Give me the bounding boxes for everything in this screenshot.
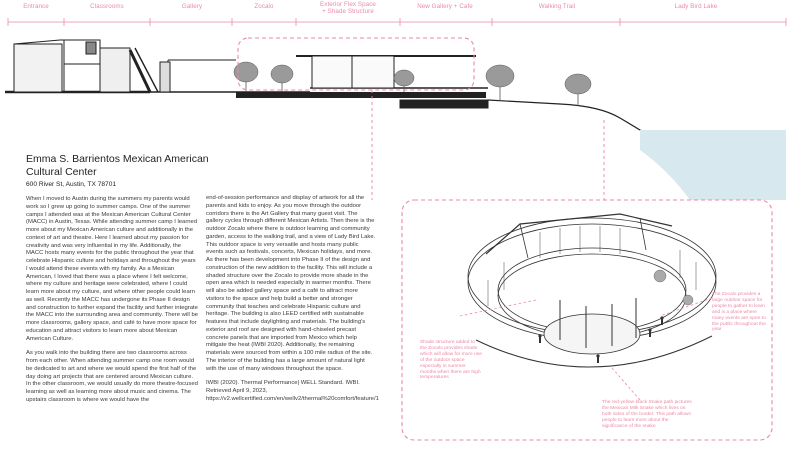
ring-ribs	[488, 226, 696, 306]
zone-label-new-gallery: New Gallery + Cafe	[417, 3, 473, 10]
callout-shade-structure: Shade structure added to the Zocalo provides shade which will allow for more use of the outdoor space especially in summer months when there are high temperatures	[420, 340, 482, 381]
essay-paragraph: As you walk into the building there are two classrooms across from each other. When attending summer camp one room would be dedicated to art and where we would spend the first half of the day doing art projects that are centered around Mexican culture. In the other classroom, we would usually do more theatre-focused learning as well as learning more about music and cinema. The upstairs classroom is where we would have the	[26, 350, 198, 403]
zone-label-classrooms: Classrooms	[90, 3, 124, 10]
address: 600 River St, Austin, TX 78701	[26, 181, 117, 188]
zone-label-entrance: Entrance	[23, 3, 49, 10]
zone-label-zocalo: Zocalo	[254, 3, 274, 10]
citation: IWBI (2020). Thermal Performance| WELL Standard. IWBI. Retrieved April 9, 2023, https://v2.wellcertified.com/en/wellv2/thermal%20comfort/feature/1	[206, 380, 379, 402]
essay-paragraph: end-of-session performance and display of artwork for all the parents and kids to enjoy. As you move through the outdoor corridors there is the Art Gallery that many guest visit. The gallery cycles through different Mexican Artists. Then there is the outdoor Zocalo where there is outdoor learning and community garden, access to the walking trail, and a view of Lady Bird Lake. This outdoor space is very versatile and hosts many public events such as festivals, concerts, Mexican holidays, and more. As there has been development into Phase II of the design and construction of the new addition to the facility. This will include a shaded structure over the Zocalo to provide more shade in the open area which is needed especially in warmer months. There will also be added gallery space and a café to attract more visitors to the space and help build a better and stronger community that teaches and celebrate Hispanic culture and heritage. The building is also LEED certified with sustainable features that include daylighting and materials. The building's exterior and roof are designed with hand-chiseled precast concrete panels that are imported from Mexico which help mitigate the heat (IWBI 2020). Additionally, the remaining materials were sourced from within a 100 mile radius of the site. The interior of the building has a large amount of natural light with the use of many windows throughout the space.	[206, 195, 376, 372]
zone-label-lady-bird-lake: Lady Bird Lake	[674, 3, 718, 10]
zone-label-flex-space: Exterior Flex Space + Shade Structure	[320, 1, 376, 16]
callout-zocalo: The Zocalo provides a large outdoor space for people to gather to learn and is a place where many events are open to the public throughout the year	[712, 292, 766, 333]
zone-label-walking-trail: Walking Trail	[538, 3, 576, 10]
page-title: Emma S. Barrientos Mexican American Cultural Center	[26, 153, 209, 178]
callout-snake-path: The red-yellow-black Snake path pictures the Mexican Milk Snake which lives on both sides of the border. This path allows people to learn more about the significance of the snake	[602, 400, 692, 429]
zone-label-gallery: Gallery	[181, 3, 203, 10]
essay-paragraph: When I moved to Austin during the summers my parents would work so I grew up going to summer camps. One of the summer camps I attended was at the Mexican American Cultural Center (MACC) in Austin, Texas. While attending summer camp I learned more about my Mexican American culture and additionally in the context of art and theatre. Here I learned about my passion for creativity and was very influential in my life. Additionally, the MACC hosts many events for the public throughout the year that celebrate Hispanic culture and holidays and throughout the years I would attend these events with my family. As a Mexican American, I loved that there was a place where I felt welcome, where my culture and heritage were celebrated, where I could learn more about my culture, and where other people could learn as well. Recently the MACC has undergone its Phase II design and construction to further expand the facility and further integrate the MACC into the surrounding area and community. There will be more classrooms, gallery space, and café to have more space for education and attract visitors to learn more about Mexican American Culture.	[26, 196, 199, 342]
zocalo-ring	[468, 214, 716, 367]
